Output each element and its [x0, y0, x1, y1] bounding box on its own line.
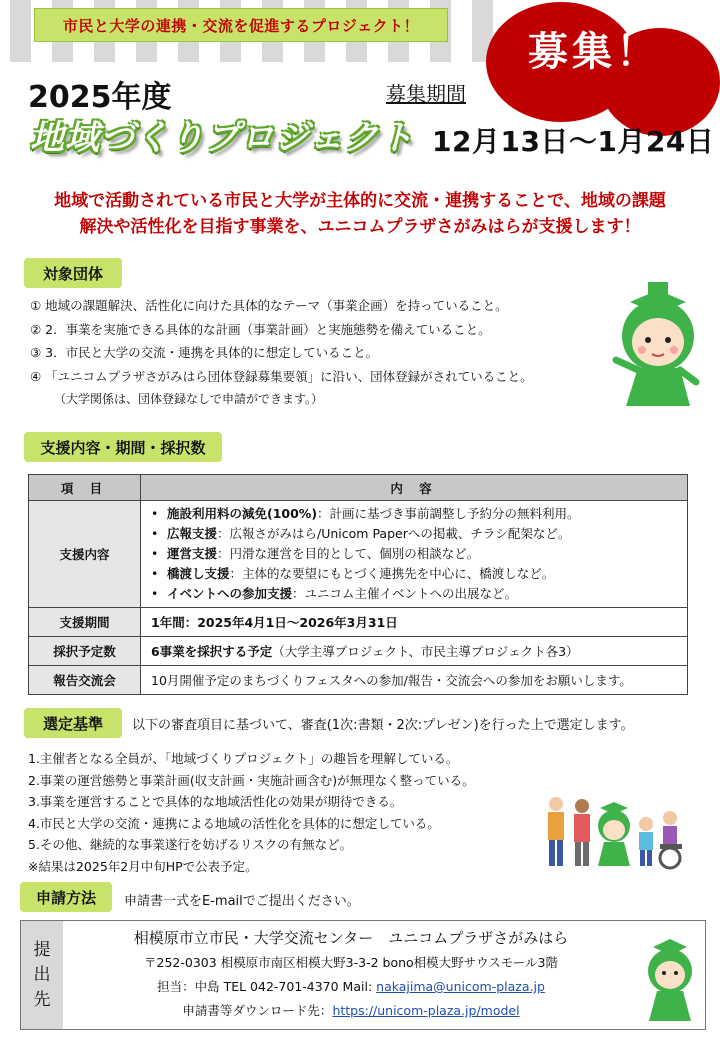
lead-line-1: 地域で活動されている市民と大学が主体的に交流・連携することで、地域の課題: [54, 191, 666, 211]
row-label-count: 採択予定数: [29, 637, 141, 666]
table-row: [29, 608, 688, 637]
contact-email-link[interactable]: nakajima@unicom-plaza.jp: [376, 979, 545, 994]
contact-side-label: 提 出 先: [21, 921, 63, 1029]
eligibility-list: [30, 294, 600, 412]
project-title: 地域づくりプロジェクト: [30, 118, 415, 158]
row-value-count: （大学主導プロジェクト、市民主導プロジェクト各3）: [272, 644, 579, 659]
row-value-count-bold: 6事業を採択する予定: [151, 644, 273, 659]
row-label-report: 報告交流会: [29, 666, 141, 695]
list-item: 2.事業の運営態勢と事業計画(収支計画・実施計画含む)が無理なく整っている。: [28, 772, 475, 788]
recruit-badge-text: 募集！: [528, 29, 660, 75]
lead-line-2: 解決や活性化を目指す事業を、ユニコムプラザさがみはらが支援します！: [79, 217, 641, 237]
criteria-intro: 以下の審査項目に基づいて、審査(1次:書類・2次:プレゼン)を行った上で選定します。: [132, 718, 634, 733]
recruit-period-label: 募集期間: [386, 82, 466, 106]
row-value-period: 1年間：2025年4月1日～2026年3月31日: [141, 608, 688, 637]
criteria-note: ※結果は2025年2月中旬HPで公表予定。: [28, 858, 258, 874]
list-item: 3.事業を運営することで具体的な地域活性化の効果が期待できる。: [28, 794, 403, 809]
criteria-list: [28, 748, 548, 877]
download-link[interactable]: https://unicom-plaza.jp/model: [332, 1003, 520, 1018]
eligibility-note: （大学関係は、団体登録なしで申請ができます。）: [54, 392, 324, 406]
contact-box: [20, 920, 706, 1030]
column-header-content: 内 容: [141, 475, 688, 501]
criteria-heading: 選定基準: [24, 708, 122, 738]
list-item: • 運営支援：円滑な運営を目的として、個別の相談など。: [151, 546, 480, 561]
recruit-period-dates: 12月13日～1月24日: [432, 125, 715, 158]
fiscal-year: 2025年度: [28, 80, 172, 115]
people-group-illustration: [542, 790, 692, 870]
support-heading: 支援内容・期間・採択数: [24, 432, 222, 462]
row-value-report: 10月開催予定のまちづくりフェスタへの参加/報告・交流会への参加をお願いします。: [141, 666, 688, 695]
contact-address: 〒252-0303 相模原市南区相模大野3-3-2 bono相模大野サウスモール3階: [144, 955, 558, 970]
list-item: • イベントへの参加支援：ユニコム主催イベントへの出展など。: [151, 586, 518, 601]
lead-text: [10, 188, 710, 240]
support-bullet-list: [151, 504, 677, 604]
list-item: • 施設利用料の減免(100%)：計画に基づき事前調整し予約分の無料利用。: [151, 506, 580, 521]
list-item: ② 2．事業を実施できる具体的な計画（事業計画）と実施態勢を備えていること。: [30, 321, 491, 337]
small-mascot-illustration: [641, 935, 699, 1023]
contact-person-tel: 担当：中島 TEL 042-701-4370 Mail:: [157, 979, 377, 994]
table-header-row: [29, 475, 688, 501]
apply-heading: 申請方法: [20, 882, 112, 912]
row-label-period: 支援期間: [29, 608, 141, 637]
list-item: • 橋渡し支援：主体的な要望にもとづく連携先を中心に、橋渡しなど。: [151, 566, 555, 581]
tagline-banner: 市民と大学の連携・交流を促進するプロジェクト！: [34, 8, 448, 42]
contact-organization: 相模原市立市民・大学交流センター ユニコムプラザさがみはら: [133, 929, 569, 947]
mascot-illustration: [608, 278, 708, 408]
list-item: 4.市民と大学の交流・連携による地域の活性化を具体的に想定している。: [28, 815, 440, 831]
column-header-item: 項 目: [29, 475, 141, 501]
list-item: ③ 3．市民と大学の交流・連携を具体的に想定していること。: [30, 345, 379, 360]
support-table: [28, 474, 688, 695]
download-label: 申請書等ダウンロード先：: [182, 1003, 333, 1018]
list-item: 5.その他、継続的な事業遂行を妨げるリスクの有無など。: [28, 837, 353, 852]
row-label-content: 支援内容: [29, 501, 141, 608]
list-item: ① 地域の課題解決、活性化に向けた具体的なテーマ（事業企画）を持っていること。: [30, 298, 508, 313]
table-row: [29, 637, 688, 666]
list-item: 1.主催者となる全員が、「地域づくりプロジェクト」の趣旨を理解している。: [28, 751, 459, 766]
list-item: • 広報支援：広報さがみはら/Unicom Paperへの掲載、チラシ配架など。: [151, 526, 571, 541]
table-row: [29, 501, 688, 608]
list-item: ④ 「ユニコムプラザさがみはら団体登録募集要領」に沿い、団体登録がされていること。: [30, 368, 533, 384]
apply-text: 申請書一式をE-mailでご提出ください。: [124, 894, 360, 909]
table-row: [29, 666, 688, 695]
eligibility-heading: 対象団体: [24, 258, 122, 288]
